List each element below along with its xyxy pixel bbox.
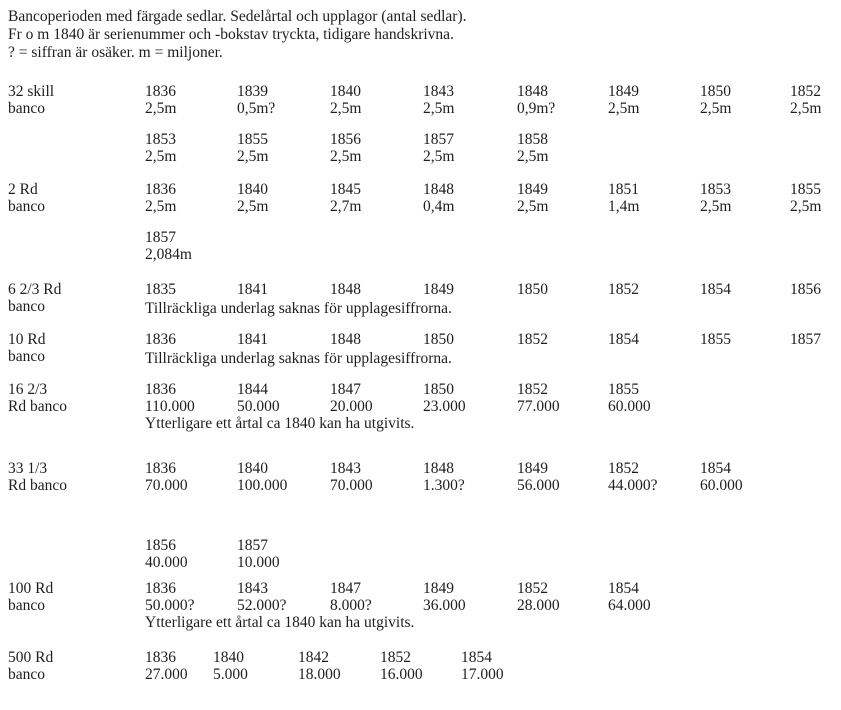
denomination-line: 10 Rd xyxy=(8,331,46,348)
issue-cell xyxy=(608,83,639,117)
issue-year: 1855 xyxy=(790,181,821,198)
issue-cell xyxy=(145,281,176,298)
issue-year: 1839 xyxy=(237,83,268,100)
issue-cell xyxy=(237,331,268,348)
issue-year: 1842 xyxy=(298,649,329,666)
section-note: Ytterligare ett årtal ca 1840 kan ha utgivits. xyxy=(145,614,415,631)
issue-cell xyxy=(608,331,639,348)
issue-cell xyxy=(145,131,176,165)
issue-year: 1855 xyxy=(700,331,731,348)
issue-quantity: 2,5m xyxy=(423,100,455,117)
issue-year: 1852 xyxy=(517,331,548,348)
issue-cell xyxy=(330,281,361,298)
issue-quantity: 50.000? xyxy=(145,597,195,614)
issue-quantity: 60.000 xyxy=(608,398,651,415)
issue-quantity: 2,5m xyxy=(517,198,549,215)
issue-quantity: 2,7m xyxy=(330,198,362,215)
issue-year: 1840 xyxy=(213,649,244,666)
issue-row xyxy=(0,580,841,614)
issue-year: 1841 xyxy=(237,281,268,298)
issue-quantity: 2,5m xyxy=(145,198,177,215)
issue-year: 1836 xyxy=(145,83,176,100)
issue-year: 1850 xyxy=(517,281,548,298)
issue-quantity: 56.000 xyxy=(517,477,560,494)
issue-cell xyxy=(330,83,361,117)
issue-cell xyxy=(608,181,639,215)
denomination-line: banco xyxy=(8,666,46,683)
issue-year: 1854 xyxy=(608,580,639,597)
issue-cell xyxy=(145,460,188,494)
issue-row xyxy=(0,83,841,117)
issue-row xyxy=(0,649,841,683)
issue-quantity: 2,5m xyxy=(237,198,269,215)
issue-year: 1843 xyxy=(330,460,361,477)
issue-year: 1848 xyxy=(423,181,454,198)
issue-cell xyxy=(790,83,821,117)
denomination-line: 6 2/3 Rd xyxy=(8,281,62,298)
issue-cell xyxy=(330,331,361,348)
issue-cell xyxy=(517,580,560,614)
issue-year: 1854 xyxy=(608,331,639,348)
issue-quantity: 2,084m xyxy=(145,246,192,263)
issue-quantity: 64.000 xyxy=(608,597,651,614)
issue-year: 1852 xyxy=(608,281,639,298)
issue-quantity: 27.000 xyxy=(145,666,188,683)
issue-quantity: 77.000 xyxy=(517,398,560,415)
issue-cell xyxy=(423,460,465,494)
issue-row xyxy=(0,181,841,215)
issue-cell xyxy=(423,381,466,415)
denomination-line: banco xyxy=(8,298,46,315)
issue-year: 1848 xyxy=(517,83,548,100)
issue-year: 1848 xyxy=(330,331,361,348)
issue-cell xyxy=(145,181,176,215)
issue-cell xyxy=(790,331,821,348)
section-note: Tillräckliga underlag saknas för upplagesiffrorna. xyxy=(145,350,452,367)
issue-quantity: 10.000 xyxy=(237,554,280,571)
denomination-line: Rd banco xyxy=(8,477,67,494)
issue-year: 1856 xyxy=(330,131,361,148)
issue-cell xyxy=(423,83,454,117)
denomination-line: 16 2/3 xyxy=(8,381,48,398)
issue-year: 1836 xyxy=(145,331,176,348)
issue-quantity: 5.000 xyxy=(213,666,248,683)
denomination-line: banco xyxy=(8,198,46,215)
denomination-line: 100 Rd xyxy=(8,580,54,597)
issue-quantity: 60.000 xyxy=(700,477,743,494)
issue-row xyxy=(0,381,841,415)
issue-cell xyxy=(330,460,373,494)
issue-year: 1854 xyxy=(700,460,731,477)
issue-cell xyxy=(145,229,192,263)
denomination-line: banco xyxy=(8,348,46,365)
issue-year: 1851 xyxy=(608,181,639,198)
issue-cell xyxy=(608,281,639,298)
issue-quantity: 20.000 xyxy=(330,398,373,415)
issue-quantity: 2,5m xyxy=(330,100,362,117)
issue-cell xyxy=(145,537,188,571)
issue-cell xyxy=(330,381,373,415)
issue-cell xyxy=(237,460,287,494)
issue-quantity: 110.000 xyxy=(145,398,195,415)
issue-quantity: 2,5m xyxy=(790,100,822,117)
issue-cell xyxy=(517,83,555,117)
section-note: Tillräckliga underlag saknas för upplagesiffrorna. xyxy=(145,300,452,317)
issue-cell xyxy=(790,281,821,298)
issue-year: 1850 xyxy=(423,331,454,348)
issue-cell xyxy=(700,181,731,215)
issue-year: 1849 xyxy=(517,460,548,477)
issue-quantity: 1.300? xyxy=(423,477,465,494)
issue-cell xyxy=(330,131,361,165)
issue-quantity: 17.000 xyxy=(461,666,504,683)
issue-year: 1849 xyxy=(608,83,639,100)
issue-quantity: 44.000? xyxy=(608,477,658,494)
issue-year: 1840 xyxy=(237,181,268,198)
issue-year: 1852 xyxy=(517,580,548,597)
issue-quantity: 52.000? xyxy=(237,597,287,614)
issue-cell xyxy=(608,460,658,494)
issue-year: 1836 xyxy=(145,460,176,477)
issue-year: 1844 xyxy=(237,381,268,398)
issue-cell xyxy=(423,131,454,165)
issue-year: 1856 xyxy=(790,281,821,298)
issue-quantity: 36.000 xyxy=(423,597,466,614)
intro-line: Bancoperioden med färgade sedlar. Sedelårtal och upplagor (antal sedlar). xyxy=(8,8,467,25)
issue-year: 1849 xyxy=(517,181,548,198)
issue-cell xyxy=(237,537,280,571)
issue-cell xyxy=(517,131,548,165)
issue-cell xyxy=(700,281,731,298)
denomination-line: 500 Rd xyxy=(8,649,54,666)
issue-cell xyxy=(145,83,176,117)
issue-cell xyxy=(330,181,361,215)
issue-cell xyxy=(517,381,560,415)
issue-quantity: 23.000 xyxy=(423,398,466,415)
denomination-line: 2 Rd xyxy=(8,181,38,198)
issue-quantity: 16.000 xyxy=(380,666,423,683)
issue-quantity: 18.000 xyxy=(298,666,341,683)
issue-year: 1853 xyxy=(145,131,176,148)
issue-cell xyxy=(517,181,548,215)
issue-cell xyxy=(608,580,651,614)
issue-cell xyxy=(330,580,372,614)
issue-year: 1836 xyxy=(145,181,176,198)
issue-cell xyxy=(145,649,188,683)
intro-line: ? = siffran är osäker. m = miljoner. xyxy=(8,44,223,61)
issue-year: 1848 xyxy=(330,281,361,298)
issue-year: 1858 xyxy=(517,131,548,148)
issue-cell xyxy=(461,649,504,683)
issue-row xyxy=(0,537,841,571)
issue-quantity: 0,9m? xyxy=(517,100,556,117)
issue-quantity: 70.000 xyxy=(145,477,188,494)
issue-year: 1845 xyxy=(330,181,361,198)
issue-year: 1854 xyxy=(700,281,731,298)
issue-quantity: 70.000 xyxy=(330,477,373,494)
issue-cell xyxy=(237,381,280,415)
issue-cell xyxy=(423,580,466,614)
denomination-line: Rd banco xyxy=(8,398,67,415)
issue-cell xyxy=(213,649,248,683)
issue-year: 1840 xyxy=(330,83,361,100)
issue-quantity: 100.000 xyxy=(237,477,288,494)
denomination-line: 33 1/3 xyxy=(8,460,48,477)
issue-year: 1855 xyxy=(608,381,639,398)
issue-quantity: 2,5m xyxy=(237,148,269,165)
issue-cell xyxy=(145,331,176,348)
issue-cell xyxy=(237,131,268,165)
issue-year: 1836 xyxy=(145,580,176,597)
issue-quantity: 50.000 xyxy=(237,398,280,415)
issue-cell xyxy=(790,181,821,215)
issue-year: 1857 xyxy=(145,229,176,246)
issue-quantity: 2,5m xyxy=(517,148,549,165)
issue-year: 1857 xyxy=(237,537,268,554)
issue-cell xyxy=(380,649,423,683)
issue-cell xyxy=(423,331,454,348)
issue-year: 1857 xyxy=(790,331,821,348)
issue-year: 1850 xyxy=(423,381,454,398)
issue-cell xyxy=(145,580,195,614)
issue-quantity: 2,5m xyxy=(423,148,455,165)
issue-cell xyxy=(237,281,268,298)
issue-row xyxy=(0,460,841,494)
issue-year: 1854 xyxy=(461,649,492,666)
issue-year: 1843 xyxy=(237,580,268,597)
issue-quantity: 1,4m xyxy=(608,198,640,215)
issue-year: 1847 xyxy=(330,580,361,597)
issue-quantity: 2,5m xyxy=(145,100,177,117)
issue-year: 1850 xyxy=(700,83,731,100)
denomination-line: banco xyxy=(8,597,46,614)
issue-quantity: 2,5m xyxy=(700,100,732,117)
issue-cell xyxy=(517,331,548,348)
issue-cell xyxy=(237,181,268,215)
denomination-line: banco xyxy=(8,100,46,117)
issue-row xyxy=(0,131,841,165)
issue-quantity: 28.000 xyxy=(517,597,560,614)
issue-year: 1852 xyxy=(517,381,548,398)
issue-quantity: 0,5m? xyxy=(237,100,276,117)
issue-quantity: 2,5m xyxy=(700,198,732,215)
issue-year: 1843 xyxy=(423,83,454,100)
denomination-line: 32 skill xyxy=(8,83,55,100)
issue-cell xyxy=(145,381,195,415)
issue-year: 1855 xyxy=(237,131,268,148)
issue-quantity: 2,5m xyxy=(145,148,177,165)
issue-year: 1852 xyxy=(380,649,411,666)
issue-row xyxy=(0,229,841,263)
intro-line: Fr o m 1840 är serienummer och -bokstav tryckta, tidigare handskrivna. xyxy=(8,26,454,43)
issue-year: 1847 xyxy=(330,381,361,398)
issue-quantity: 0,4m xyxy=(423,198,455,215)
issue-quantity: 2,5m xyxy=(608,100,640,117)
issue-cell xyxy=(517,281,548,298)
issue-cell xyxy=(700,460,743,494)
issue-year: 1849 xyxy=(423,281,454,298)
issue-cell xyxy=(237,83,275,117)
issue-quantity: 2,5m xyxy=(790,198,822,215)
issue-cell xyxy=(423,281,454,298)
issue-quantity: 40.000 xyxy=(145,554,188,571)
issue-year: 1848 xyxy=(423,460,454,477)
issue-year: 1836 xyxy=(145,649,176,666)
issue-year: 1840 xyxy=(237,460,268,477)
issue-cell xyxy=(298,649,341,683)
issue-cell xyxy=(700,83,731,117)
issue-year: 1852 xyxy=(608,460,639,477)
issue-cell xyxy=(517,460,560,494)
issue-year: 1836 xyxy=(145,381,176,398)
issue-quantity: 8.000? xyxy=(330,597,372,614)
section-note: Ytterligare ett årtal ca 1840 kan ha utgivits. xyxy=(145,415,415,432)
issue-year: 1856 xyxy=(145,537,176,554)
issue-year: 1835 xyxy=(145,281,176,298)
issue-year: 1841 xyxy=(237,331,268,348)
issue-year: 1852 xyxy=(790,83,821,100)
issue-cell xyxy=(423,181,454,215)
issue-quantity: 2,5m xyxy=(330,148,362,165)
issue-year: 1849 xyxy=(423,580,454,597)
issue-year: 1853 xyxy=(700,181,731,198)
issue-cell xyxy=(608,381,651,415)
issue-year: 1857 xyxy=(423,131,454,148)
issue-cell xyxy=(700,331,731,348)
issue-cell xyxy=(237,580,287,614)
